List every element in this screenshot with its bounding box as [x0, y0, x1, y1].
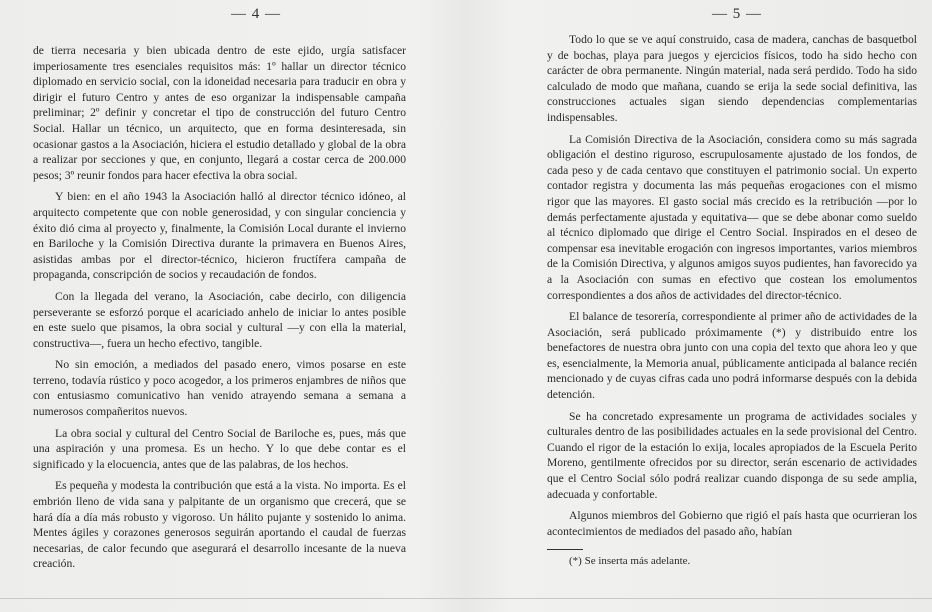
left-page	[33, 0, 406, 600]
paragraph: No sin emoción, a mediados del pasado enero, vimos posarse en este terreno, todavía rústico y poco acogedor, a los primeros enjambres de niños que con entusiasmo comunicativo han venido atrayendo semana a semana a numerosos compañeritos nuevos.	[33, 358, 406, 419]
paragraph: Algunos miembros del Gobierno que rigió el país hasta que ocurrieran los acontecimientos de mediados del pasado año, habían	[547, 509, 917, 538]
paragraph: El balance de tesorería, correspondiente al primer año de actividades de la Asociación, será publicado próximamente (*) y distribuido entre los benefactores de nuestra obra junto con una copia del texto que ahora leo y que es, esencialmente, la Memoria anual, públicamente anticipada al balance recién mencionado y de cuyas cifras cada uno podrá informarse después con la debida detención.	[547, 310, 917, 402]
page-body	[33, 43, 406, 578]
page-number: — 4 —	[231, 6, 281, 22]
paragraph: Es pequeña y modesta la contribución que está a la vista. No importa. Es el embrión lleno de vida sana y palpitante de un organismo que crecerá, que se hará día a día más robusto y vigoroso. Un hálito pujante y sostenido lo anima. Mentes ágiles y corazones generosos seguirán aportando el caudal de fuerzas necesarias, de calor fecundo que asegurará el desarrollo incesante de la nueva creación.	[33, 479, 406, 571]
paragraph: Y bien: en el año 1943 la Asociación halló al director técnico idóneo, al arquitecto competente que con noble generosidad, y con singular conciencia y éxito dió cima al proyecto y, finalmente, la Comisión Local durante el invierno en Bariloche y la Comisión Directiva durante la primavera en Buenos Aires, asistidas ambas por el director-técnico, hicieron fructífera campaña de propaganda, conscripción de socios y recaudación de fondos.	[33, 190, 406, 282]
paragraph: Todo lo que se ve aquí construido, casa de madera, canchas de basquetbol y de bochas, playa para juegos y ejercicios físicos, todo ha sido hecho con carácter de obra permanente. Ningún material, nada será perdido. Todo ha sido calculado de modo que mañana, cuando se erija la sede social definitiva, las construcciones actuales sigan siendo dependencias complementarias indispensables.	[547, 33, 917, 124]
paragraph: La Comisión Directiva de la Asociación, considera como su más sagrada obligación el destino riguroso, escrupulosamente ajustado de los fondos, de cada peso y de cada centavo que constituyen el patrimonio social. Un experto contador registra y documenta las más pequeñas erogaciones con el mismo rigor que las mayores. El gasto social más crecido es la retribución —por lo demás perfectamente ajustada y equitativa— que se debe abonar como sueldo al técnico diplomado que dirige el Centro Social. Inspirados en el deseo de compensar esa inevitable erogación con ingresos importantes, varios miembros de la Comisión Directiva, y algunos amigos suyos pudientes, han favorecido ya a la Asociación con sumas en efectivo que costean los emolumentos correspondientes a dos años de actividades del director-técnico.	[547, 132, 917, 302]
footnote-divider	[547, 549, 583, 550]
scan-edge-line	[0, 598, 932, 599]
right-page	[547, 0, 917, 600]
paragraph: de tierra necesaria y bien ubicada dentro de este ejido, urgía satisfacer imperiosamente tres esenciales requisitos más: 1º hallar un director técnico diplomado en servicio social, con la idoneidad necesaria para traducir en obra y dirigir el futuro Centro y antes de eso organizar la indispensable campaña preliminar; 2º definir y concretar el tipo de construcción del futuro Centro Social. Hallar un técnico, un arquitecto, que en forma desinteresada, sin ocasionar gastos a la Asociación, hiciera el estudio detallado y global de la obra a realizar por secciones y que, en conjunto, llegará a costar cerca de 200.000 pesos; 3º reunir fondos para hacer efectiva la obra social.	[33, 44, 406, 182]
paragraph: Se ha concretado expresamente un programa de actividades sociales y culturales dentro de las posibilidades actuales en la sede provisional del Centro. Cuando el rigor de la estación lo exija, locales apropiados de la Escuela Perito Moreno, gentilmente ofrecidos por su director, serán escenario de actividades que el Centro Social sólo podrá realizar cuando disponga de su sede amplia, adecuada y confortable.	[547, 409, 917, 501]
page-number: — 5 —	[712, 6, 762, 22]
paragraph: Con la llegada del verano, la Asociación, cabe decirlo, con diligencia perseverante se esforzó porque el acariciado anhelo de iniciar lo antes posible en este suelo que pisamos, la obra social y cultural —y con ella la material, constructiva—, fuera un hecho efectivo, tangible.	[33, 289, 406, 350]
page-body	[547, 32, 917, 576]
paragraph: La obra social y cultural del Centro Social de Bariloche es, pues, más que una aspiración y una promesa. Es un hecho. Y lo que debe contar es el significado y la elocuencia, antes que de las palabras, de los hechos.	[33, 426, 406, 471]
footnote: (*) Se inserta más adelante.	[569, 555, 691, 568]
